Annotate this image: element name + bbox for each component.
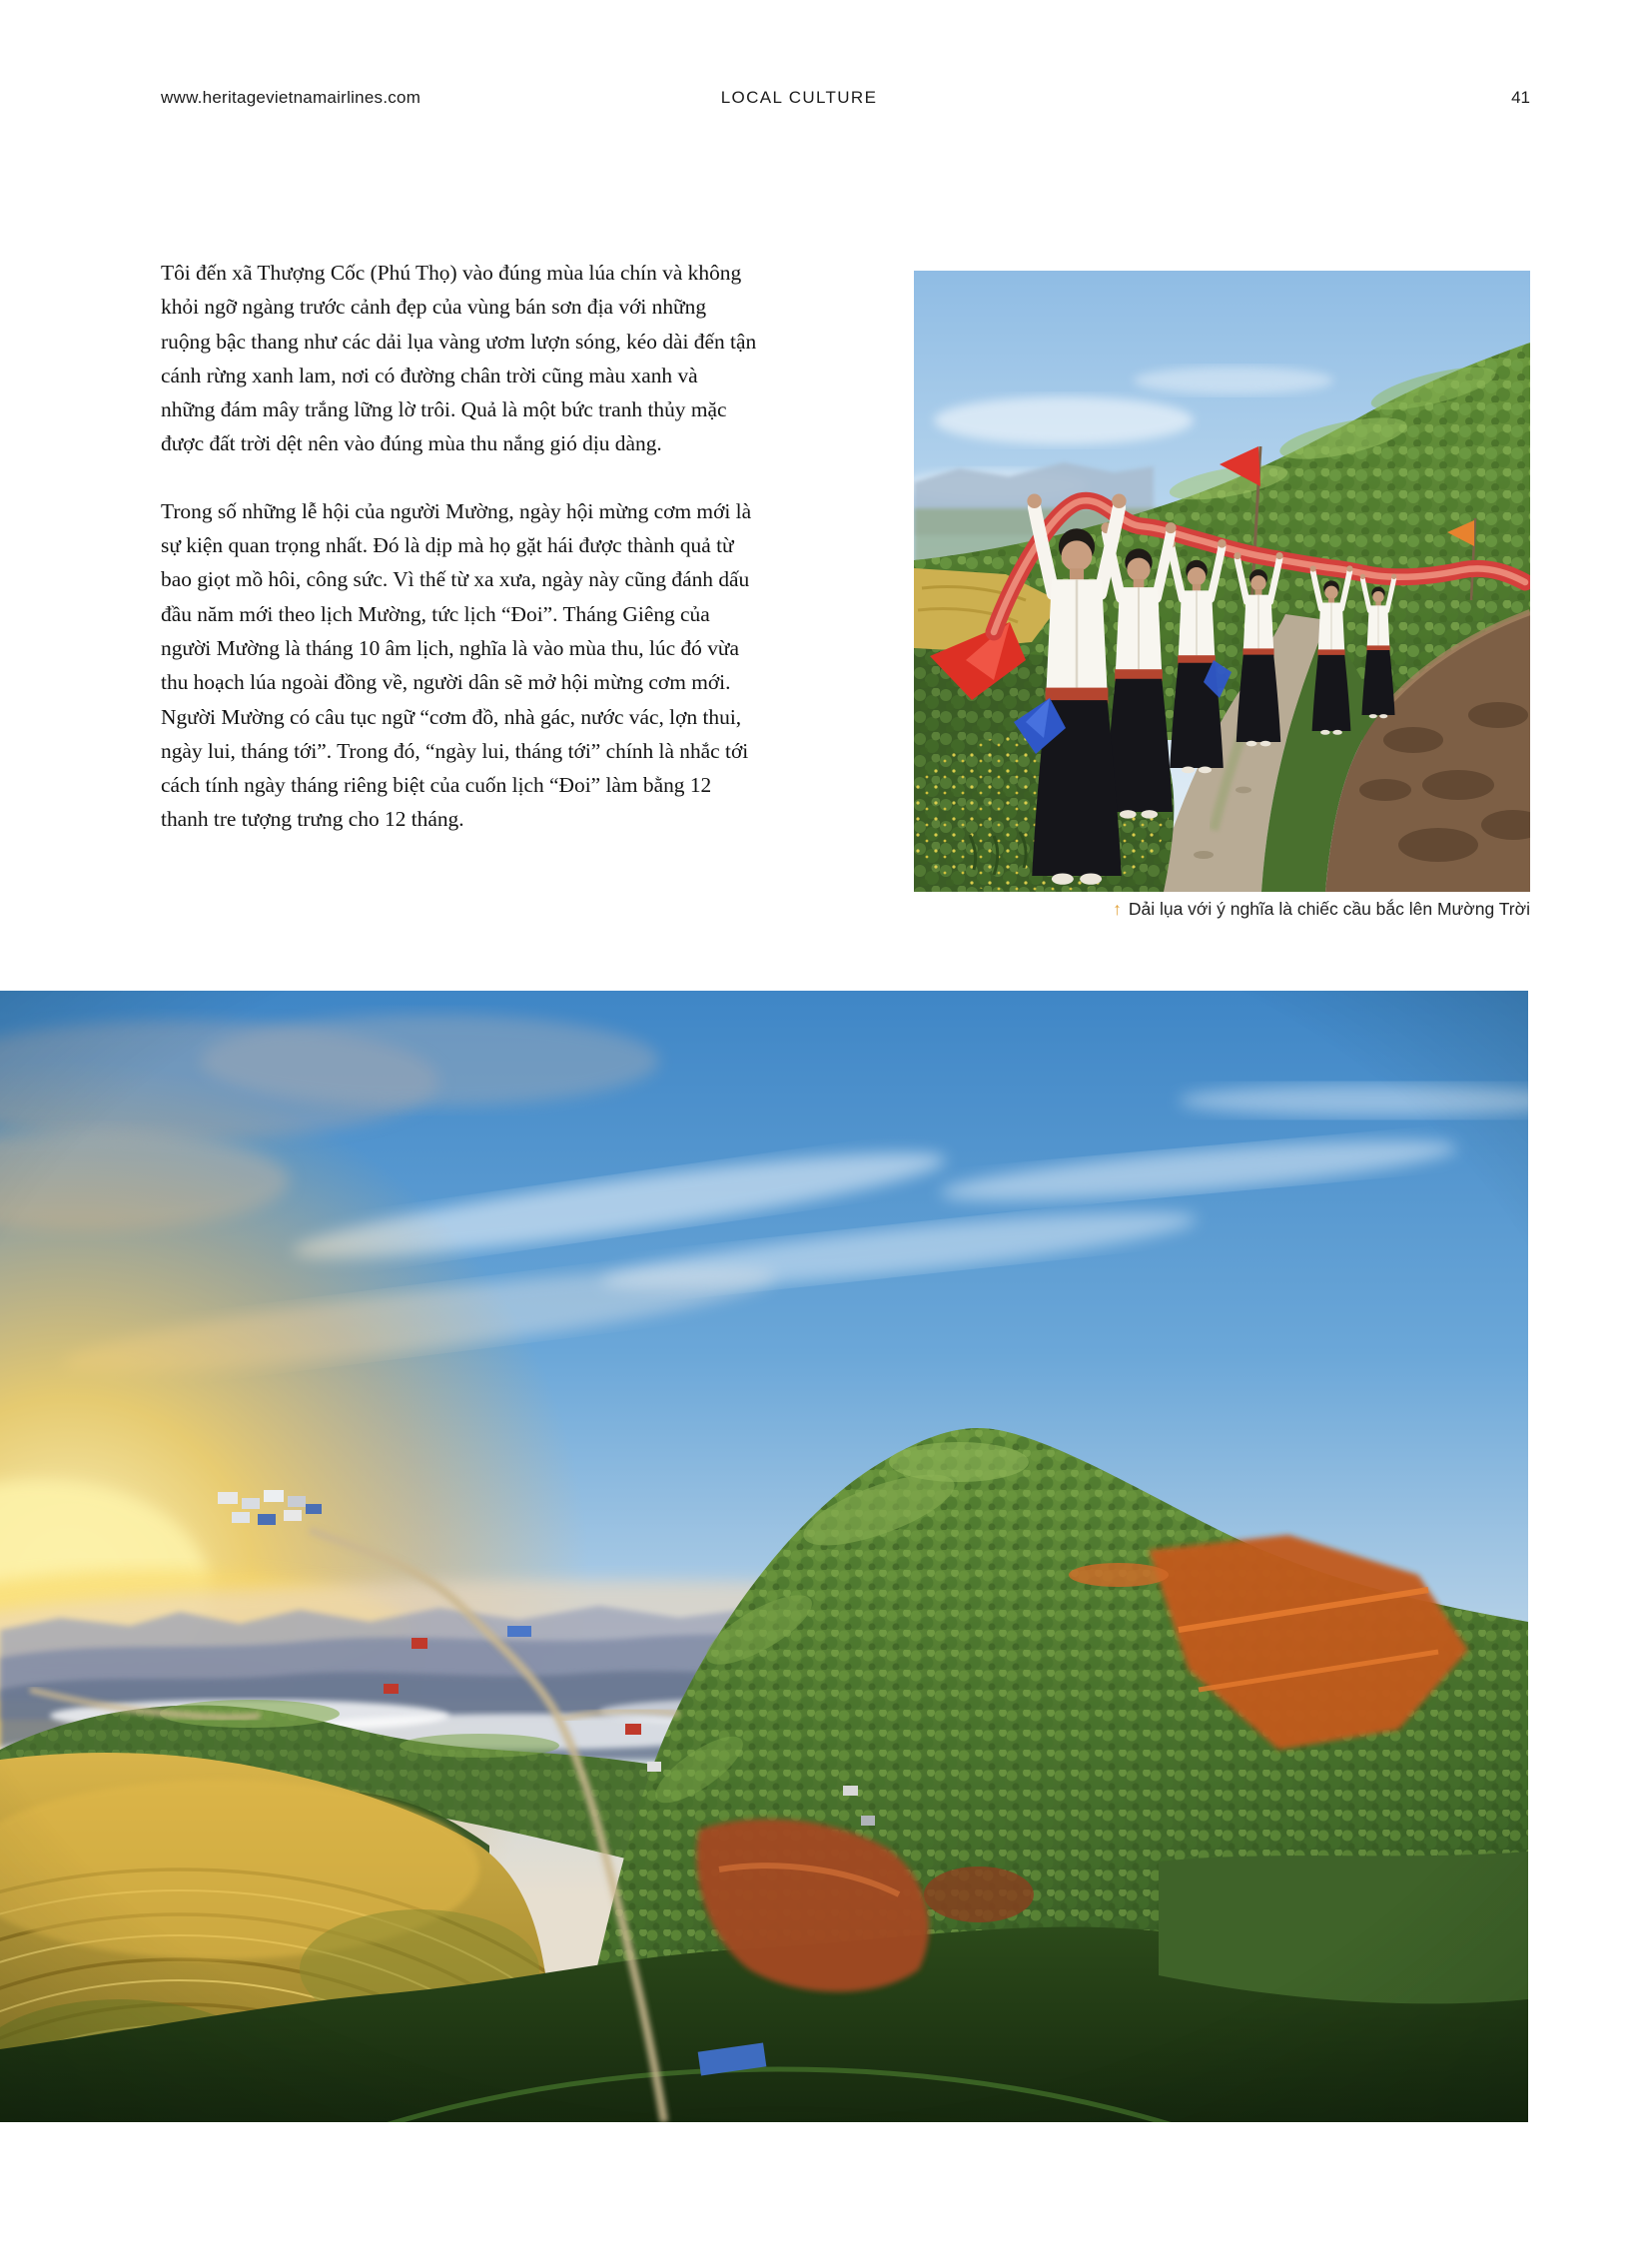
section-title: LOCAL CULTURE [720,88,878,107]
up-arrow-icon: ↑ [1113,899,1122,919]
article-paragraph-2: Trong số những lễ hội của người Mường, ngày hội mừng cơm mới là sự kiện quan trọng nhất. Đó là dịp mà họ gặt hái được thành quả từ bao giọt mồ hôi, công sức. Vì thế từ xa xưa, ngày này cũng đánh dấu đầu năm mới theo lịch Mường, tức lịch “Đoi”. Tháng Giêng của người Mường là tháng 10 âm lịch, nghĩa là vào mùa thu, lúc đó vừa thu hoạch lúa ngoài đồng về, người dân sẽ mở hội mừng cơm mới. Người Mường có câu tục ngữ “cơm đồ, nhà gác, nước vác, lợn thui, ngày lui, tháng tới”. Trong đó, “ngày lui, tháng tới” chính là nhắc tới cách tính ngày tháng riêng biệt của cuốn lịch “Đoi” làm bằng 12 thanh tre tượng trưng cho 12 tháng. [161,498,752,832]
festival-photo-caption [771,899,1530,920]
festival-photo-illustration [914,271,1530,892]
website-url: www.heritagevietnamairlines.com [161,88,421,107]
article-text [161,256,757,870]
caption-text: Dải lụa với ý nghĩa là chiếc cầu bắc lên Mường Trời [1128,899,1530,919]
page-number: 41 [1511,88,1530,107]
vignette [0,991,1528,2122]
terraced-fields-aerial-photo [0,991,1528,2122]
festival-photo [914,271,1530,892]
article-paragraph-1: Tôi đến xã Thượng Cốc (Phú Thọ) vào đúng mùa lúa chín và không khỏi ngỡ ngàng trước cảnh đẹp của vùng bán sơn địa với những ruộng bậc thang như các dải lụa vàng ươm lượn sóng, kéo dài đến tận cánh rừng xanh lam, nơi có đường chân trời cũng màu xanh và những đám mây trắng lững lờ trôi. Quả là một bức tranh thủy mặc được đất trời dệt nên vào đúng mùa thu nắng gió dịu dàng. [161,261,757,456]
terraces-photo-illustration [0,991,1528,2122]
